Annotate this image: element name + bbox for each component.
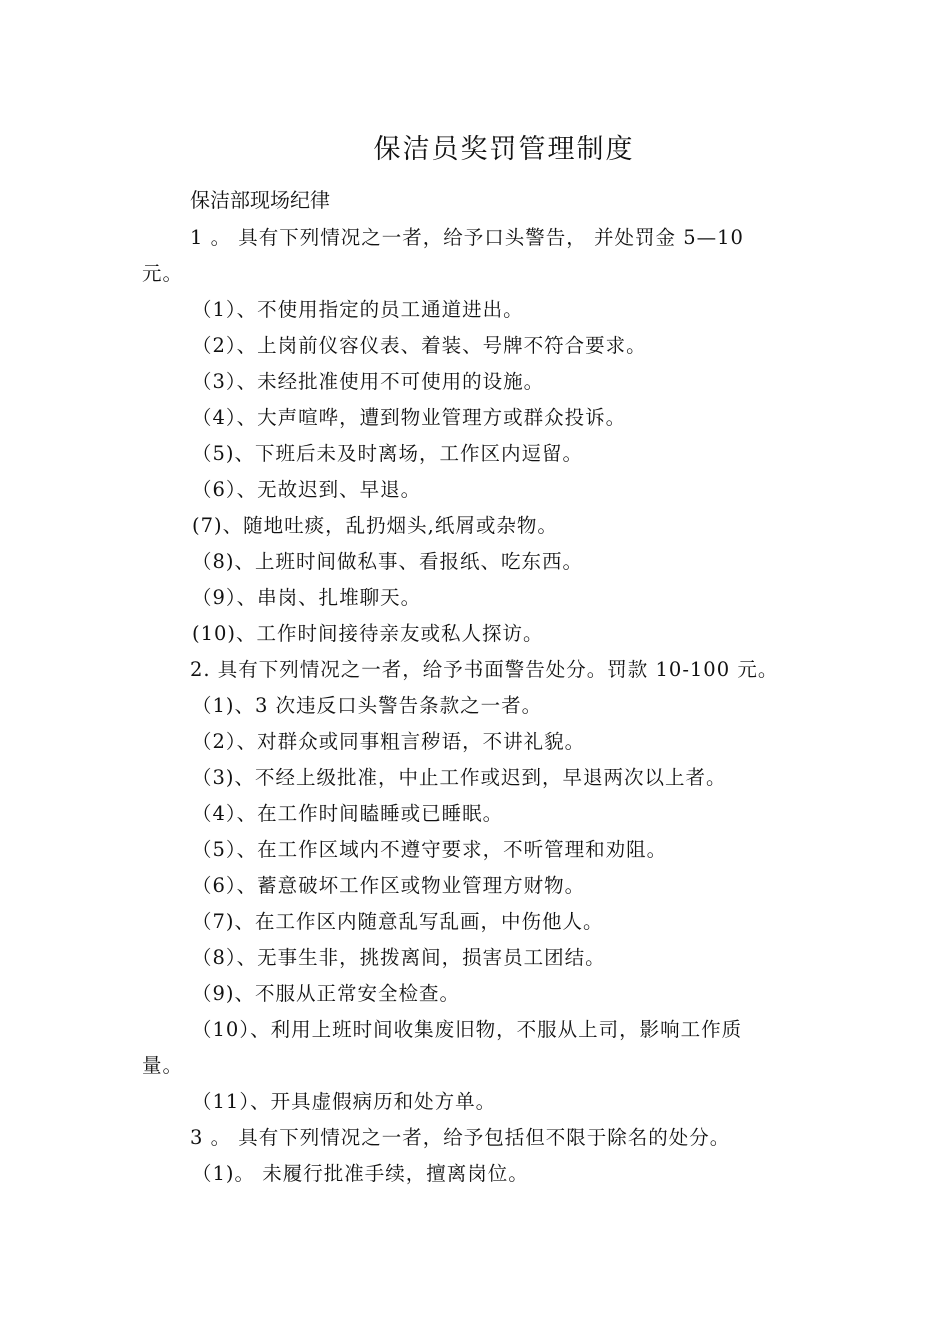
clause-2-item-6: （6）、蓄意破坏工作区或物业管理方财物。 [192, 874, 586, 897]
clause-2-item-9: （9)、不服从正常安全检查。 [192, 982, 461, 1005]
clause-2-item-3: （3)、不经上级批准，中止工作或迟到，早退两次以上者。 [192, 766, 727, 789]
document-title: 保洁员奖罚管理制度 [373, 134, 635, 165]
clause-1-item-10: (10)、工作时间接待亲友或私人探访。 [192, 622, 544, 645]
clause-1-item-9: （9）、串岗、扎堆聊天。 [192, 586, 422, 609]
clause-2-item-1: （1)、3 次违反口头警告条款之一者。 [192, 694, 543, 717]
clause-1-item-6: （6）、无故迟到、早退。 [192, 478, 422, 501]
document-body [142, 220, 812, 1192]
clause-1-heading-continued: 元。 [142, 262, 184, 285]
clause-2-item-5: （5）、在工作区域内不遵守要求，不听管理和劝阻。 [192, 838, 668, 861]
clause-2-item-8: （8）、无事生非，挑拨离间，损害员工团结。 [192, 946, 606, 969]
clause-3-heading: 3 。 具有下列情况之一者，给予包括但不限于除名的处分。 [190, 1126, 731, 1149]
clause-1-item-7: (7)、随地吐痰，乱扔烟头,纸屑或杂物。 [192, 514, 558, 537]
clause-2-item-7: （7)、在工作区内随意乱写乱画，中伤他人。 [192, 910, 604, 933]
clause-1-item-2: （2）、上岗前仪容仪表、着装、号牌不符合要求。 [192, 334, 647, 357]
clause-1-item-4: （4）、大声喧哗，遭到物业管理方或群众投诉。 [192, 406, 627, 429]
clause-2-item-11: （11）、开具虚假病历和处方单。 [192, 1090, 497, 1113]
clause-1-item-8: （8)、上班时间做私事、看报纸、吃东西。 [192, 550, 584, 573]
clause-2-heading: 2. 具有下列情况之一者，给予书面警告处分。罚款 10-100 元。 [190, 658, 779, 681]
section-heading: 保洁部现场纪律 [190, 188, 330, 212]
clause-2-item-4: （4）、在工作时间瞌睡或已睡眠。 [192, 802, 504, 825]
clause-1-item-1: （1）、不使用指定的员工通道进出。 [192, 298, 524, 321]
clause-1-item-5: （5)、下班后未及时离场，工作区内逗留。 [192, 442, 584, 465]
clause-1-item-3: （3）、未经批准使用不可使用的设施。 [192, 370, 545, 393]
clause-3-item-1: （1)。 未履行批准手续，擅离岗位。 [192, 1162, 529, 1185]
clause-2-item-2: （2）、对群众或同事粗言秽语，不讲礼貌。 [192, 730, 586, 753]
clause-2-item-10: （10）、利用上班时间收集废旧物，不服从上司，影响工作质 [192, 1018, 743, 1041]
clause-2-item-10-continued: 量。 [142, 1054, 184, 1077]
clause-1-heading: 1 。 具有下列情况之一者，给予口头警告， 并处罚金 5—10 [190, 226, 744, 249]
